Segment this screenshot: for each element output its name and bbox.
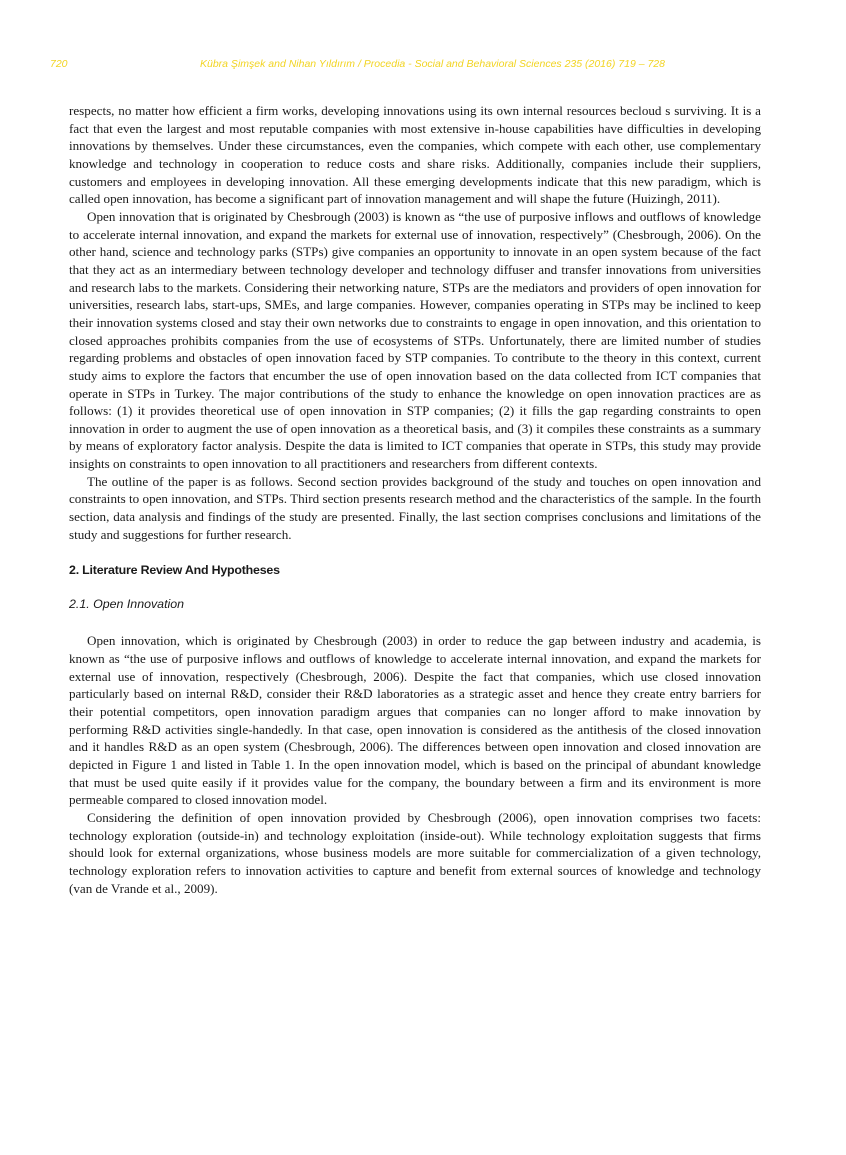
subsection-heading: 2.1. Open Innovation (69, 597, 185, 612)
paragraph-section-2: Considering the definition of open innovation provided by Chesbrough (2006), open innovation comprises two facets: technology exploration (outside-in) and technology exploitation (inside-out). While technology exploitation suggests that firms should look for external organizations, whose business models are more suitable for commercialization of a given technology, technology exploration refers to innovation activities to capture and benefit from external sources of knowledge and technology (van de Vrande et al., 2009). (69, 809, 761, 896)
paragraph-section-1: Open innovation, which is originated by Chesbrough (2003) in order to reduce the gap between industry and academia, is known as “the use of purposive inflows and outflows of knowledge to accelerate internal innovation, and expand the markets for external use of innovation, respectively (Chesbrough, 2006). Despite the fact that companies, which use closed innovation particularly based on internal R&D, consider their R&D laboratories as a strategic asset and hence they create entry barriers for their potential competitors, open innovation paradigm argues that companies can no longer afford to make innovation by performing R&D activities single-handedly. In that case, open innovation is considered as the antithesis of the closed innovation and it handles R&D as an open system (Chesbrough, 2006). The differences between open innovation and closed innovation are depicted in Figure 1 and listed in Table 1. In the open innovation model, which is based on the principal of abundant knowledge that must be used quite easily if it provides value for the company, the boundary between a firm and its environment is more permeable compared to closed innovation model. (69, 633, 761, 808)
page-number: 720 (50, 58, 68, 70)
section-heading: 2. Literature Review And Hypotheses (69, 563, 280, 578)
paragraph-intro-3: The outline of the paper is as follows. Second section provides background of the study and touches on open innovation and constraints to open innovation, and STPs. Third section presents research method and the characteristics of the sample. In the fourth section, data analysis and findings of the study are presented. Finally, the last section comprises conclusions and limitations of the study and suggestions for further research. (69, 473, 761, 542)
article-body (69, 102, 761, 897)
running-head-citation: Kübra Şimşek and Nihan Yıldırım / Procedia - Social and Behavioral Sciences 235 (2016) 719 – 728 (200, 58, 665, 70)
paragraph-intro-2: Open innovation that is originated by Chesbrough (2003) is known as “the use of purposive inflows and outflows of knowledge to accelerate internal innovation, and expand the markets for external use of innovation, respectively” (Chesbrough, 2006). On the other hand, science and technology parks (STPs) give companies an opportunity to innovate in an open system because of the fact that they act as an intermediary between technology developer and technology diffuser and transfer innovations from universities and research labs to the markets. Considering their networking nature, STPs are the mediators and providers of open innovation for universities, research labs, start-ups, SMEs, and large companies. However, companies operating in STPs may be inclined to keep their innovation systems closed and stay their own networks due to constraints to engage in open innovation, and this orientation to closed approaches prohibits companies from the use of ecosystems of STPs. Unfortunately, there are limited number of studies regarding problems and obstacles of open innovation faced by STP companies. To contribute to the theory in this context, current study aims to explore the factors that encumber the use of open innovation based on the data collected from ICT companies that operate in STPs in Turkey. The major contributions of the study to enhance the knowledge on open innovation practices are as follows: (1) it provides theoretical use of open innovation in STP companies; (2) it fills the gap regarding constraints to open innovation in order to augment the use of open innovation as a theoretical basis, and (3) it compiles these constraints as a summary by means of exploratory factor analysis. Despite the data is limited to ICT companies that operate in STPs, this study may provide insights on constraints to open innovation to all practitioners and researchers from different contexts. (69, 208, 761, 472)
paragraph-intro-1: respects, no matter how efficient a firm works, developing innovations using its own internal resources becloud s surviving. It is a fact that even the largest and most reputable companies with most extensive in-house capabilities have difficulties in developing innovations by themselves. Under these circumstances, even the companies, which compete with each other, use complementary knowledge and technology in cooperation to reduce costs and share risks. Additionally, companies include their suppliers, customers and employees in developing innovation. All these emerging developments indicate that this new paradigm, which is called open innovation, has become a significant part of innovation management and will shape the future (Huizingh, 2011). (69, 103, 761, 207)
running-header (50, 58, 750, 72)
spacer (69, 612, 761, 632)
